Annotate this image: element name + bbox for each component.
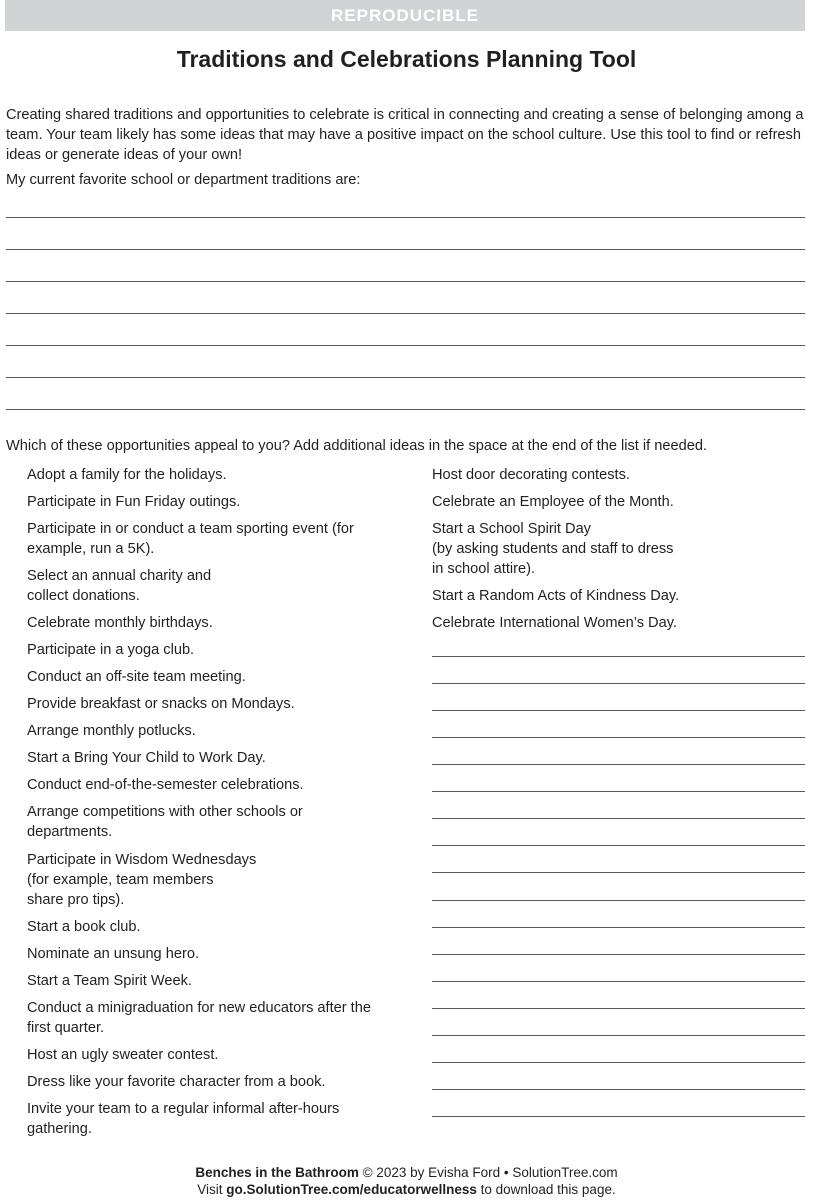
write-in-line[interactable] [6, 249, 805, 250]
opportunity-item: Start a Bring Your Child to Work Day. [27, 750, 266, 766]
opportunity-item: Celebrate International Women’s Day. [432, 615, 677, 631]
opportunity-item: Arrange monthly potlucks. [27, 723, 196, 739]
write-in-line[interactable] [6, 409, 805, 410]
footer-copyright: © 2023 by Evisha Ford • SolutionTree.com [358, 1165, 618, 1180]
additional-idea-line[interactable] [432, 656, 805, 657]
additional-idea-line[interactable] [432, 954, 805, 955]
download-link[interactable]: go.SolutionTree.com/educatorwellness [226, 1182, 477, 1197]
additional-idea-line[interactable] [432, 1062, 805, 1063]
opportunity-item: Participate in Wisdom Wednesdays (for example, team members share pro tips). [27, 852, 257, 908]
opportunity-item: Participate in or conduct a team sporting event (for example, run a 5K). [27, 521, 354, 557]
additional-idea-line[interactable] [432, 872, 805, 873]
reproducible-banner: REPRODUCIBLE [5, 0, 805, 31]
favorites-prompt: My current favorite school or department traditions are: [6, 172, 361, 188]
opportunity-item: Host an ugly sweater contest. [27, 1047, 219, 1063]
opportunity-item: Nominate an unsung hero. [27, 946, 199, 962]
footer-line-2 [0, 1181, 813, 1198]
additional-idea-line[interactable] [432, 1116, 805, 1117]
additional-idea-line[interactable] [432, 710, 805, 711]
opportunity-item: Start a book club. [27, 919, 141, 935]
write-in-line[interactable] [6, 217, 805, 218]
opportunity-item: Start a Random Acts of Kindness Day. [432, 588, 680, 604]
additional-idea-line[interactable] [432, 927, 805, 928]
additional-idea-line[interactable] [432, 683, 805, 684]
additional-idea-line[interactable] [432, 737, 805, 738]
footer-line-1 [0, 1164, 813, 1181]
additional-idea-line[interactable] [432, 764, 805, 765]
write-in-line[interactable] [6, 313, 805, 314]
page-title: Traditions and Celebrations Planning Tool [176, 46, 637, 72]
opportunity-item: Dress like your favorite character from a book. [27, 1074, 326, 1090]
additional-idea-line[interactable] [432, 791, 805, 792]
additional-idea-line[interactable] [432, 845, 805, 846]
opportunity-item: Invite your team to a regular informal after-hours gathering. [27, 1101, 340, 1137]
footer [0, 1164, 813, 1198]
book-title: Benches in the Bathroom [195, 1165, 359, 1180]
write-in-line[interactable] [6, 377, 805, 378]
opportunity-item: Start a Team Spirit Week. [27, 973, 192, 989]
additional-idea-line[interactable] [432, 818, 805, 819]
footer-visit-prefix: Visit [197, 1182, 227, 1197]
write-in-line[interactable] [6, 345, 805, 346]
additional-idea-line[interactable] [432, 1035, 805, 1036]
opportunity-item: Host door decorating contests. [432, 467, 630, 483]
intro-paragraph: Creating shared traditions and opportunities to celebrate is critical in connecting and creating a sense of belonging among a team. Your team likely has some ideas that may have a positive impact on the school culture. Use this tool to find or refresh ideas or generate ideas of your own! [6, 107, 804, 163]
opportunity-item: Provide breakfast or snacks on Mondays. [27, 696, 295, 712]
opportunity-item: Adopt a family for the holidays. [27, 467, 227, 483]
opportunity-item: Participate in Fun Friday outings. [27, 494, 241, 510]
additional-idea-line[interactable] [432, 981, 805, 982]
opportunity-item: Conduct end-of-the-semester celebrations. [27, 777, 304, 793]
opportunity-item: Select an annual charity and collect donations. [27, 568, 212, 604]
opportunity-item: Conduct an off-site team meeting. [27, 669, 246, 685]
additional-idea-line[interactable] [432, 1008, 805, 1009]
write-in-line[interactable] [6, 281, 805, 282]
opportunity-item: Start a School Spirit Day (by asking students and staff to dress in school attire). [432, 521, 674, 577]
opportunities-prompt: Which of these opportunities appeal to you? Add additional ideas in the space at the end of the list if needed. [6, 438, 707, 454]
opportunity-item: Conduct a minigraduation for new educators after the first quarter. [27, 1000, 371, 1036]
opportunity-item: Participate in a yoga club. [27, 642, 195, 658]
opportunity-item: Arrange competitions with other schools or departments. [27, 804, 303, 840]
additional-idea-line[interactable] [432, 1089, 805, 1090]
opportunity-item: Celebrate an Employee of the Month. [432, 494, 674, 510]
opportunity-item: Celebrate monthly birthdays. [27, 615, 213, 631]
footer-visit-suffix: to download this page. [476, 1182, 616, 1197]
additional-idea-line[interactable] [432, 900, 805, 901]
